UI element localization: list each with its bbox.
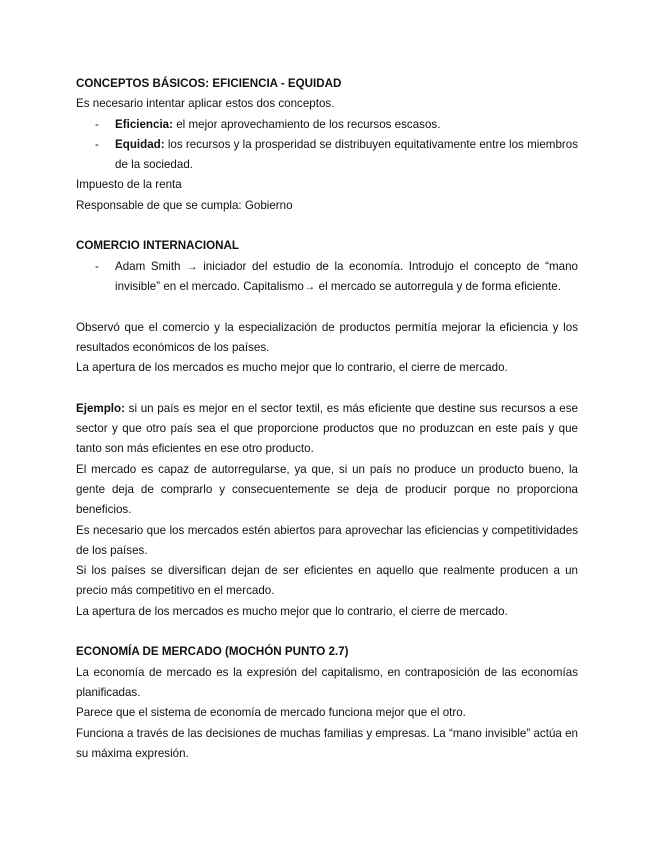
- term-label: Eficiencia:: [115, 117, 173, 131]
- spacer: [76, 297, 578, 317]
- paragraph: Si los países se diversifican dejan de ser eficientes en aquello que realmente producen a un precio más competitivo en el mercado.: [76, 564, 578, 598]
- paragraph: La economía de mercado es la expresión del capitalismo, en contraposición de las economías planificadas.: [76, 665, 578, 699]
- paragraph: La apertura de los mercados es mucho mejor que lo contrario, el cierre de mercado.: [76, 361, 508, 375]
- paragraph: La apertura de los mercados es mucho mejor que lo contrario, el cierre de mercado.: [76, 604, 508, 618]
- list-item-equidad: [76, 135, 578, 176]
- paragraph: Impuesto de la renta: [76, 178, 182, 192]
- section-heading-conceptos: CONCEPTOS BÁSICOS: EFICIENCIA - EQUIDAD: [76, 77, 342, 90]
- paragraph: Es necesario intentar aplicar estos dos conceptos.: [76, 97, 335, 111]
- example-label: Ejemplo:: [76, 401, 125, 415]
- bullet-dash: -: [95, 259, 99, 273]
- spacer: [76, 216, 578, 236]
- paragraph: Observó que el comercio y la especialización de productos permitía mejorar la eficiencia y los resultados económicos de los países.: [76, 320, 578, 354]
- paragraph: Funciona a través de las decisiones de muchas familias y empresas. La “mano invisible” actúa en su máxima expresión.: [76, 726, 578, 760]
- bullet-dash: -: [95, 137, 99, 151]
- paragraph: Responsable de que se cumpla: Gobierno: [76, 198, 293, 212]
- example-text: si un país es mejor en el sector textil, es más eficiente que destine sus recursos a ese sector y que otro país sea el que proporcione productos que no produzcan en este país y que tanto son más eficientes en ese otro producto.: [76, 401, 578, 456]
- term-definition: los recursos y la prosperidad se distribuyen equitativamente entre los miembros de la sociedad.: [115, 137, 578, 172]
- example-paragraph: [76, 399, 578, 460]
- list-item-adam-smith: [76, 257, 578, 298]
- spacer: [76, 622, 578, 642]
- paragraph: Parece que el sistema de economía de mercado funciona mejor que el otro.: [76, 706, 466, 720]
- paragraph: El mercado es capaz de autorregularse, ya que, si un país no produce un producto bueno, la gente deja de comprarlo y consecuentemente se deja de producir porque no proporciona beneficios.: [76, 462, 578, 517]
- bullet-dash: -: [95, 117, 99, 131]
- section-heading-comercio: COMERCIO INTERNACIONAL: [76, 239, 239, 253]
- section-heading-mercado: ECONOMÍA DE MERCADO (MOCHÓN PUNTO 2.7): [76, 645, 349, 659]
- document-content: [76, 74, 578, 764]
- term-label: Equidad:: [115, 137, 165, 151]
- list-item-text: Adam Smith → iniciador del estudio de la economía. Introdujo el concepto de “mano invisible” en el mercado. Capitalismo→ el mercado se autorregula y de forma eficiente.: [115, 259, 578, 293]
- term-definition: el mejor aprovechamiento de los recursos escasos.: [176, 117, 441, 131]
- list-item-eficiencia: [76, 115, 578, 135]
- paragraph: Es necesario que los mercados estén abiertos para aprovechar las eficiencias y competitividades de los países.: [76, 523, 578, 557]
- spacer: [76, 378, 578, 398]
